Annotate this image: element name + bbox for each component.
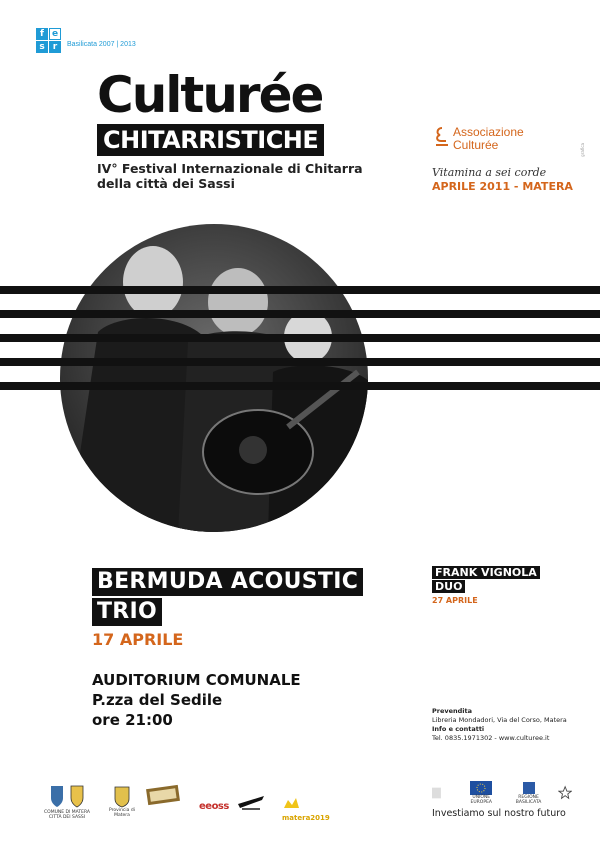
fesr-letter-s: s [36, 41, 48, 53]
contacts: Tel. 0835.1971302 - www.culturee.it [432, 734, 550, 742]
venue-name: AUDITORIUM COMUNALE [92, 671, 301, 689]
sponsor-badge-icon [146, 784, 180, 806]
provincia-logo [102, 786, 142, 818]
second-band-line2: DUO [432, 580, 465, 593]
main-band-line2: TRIO [92, 598, 162, 626]
main-band-line1: BERMUDA ACOUSTIC [92, 568, 363, 596]
eu-caption: UNIONE EUROPEA [470, 795, 492, 805]
matera2019-icon [282, 796, 300, 810]
comune-caption: COMUNE DI MATERA CITTÀ DEI SASSI [44, 810, 90, 820]
musician-right-head [284, 311, 332, 363]
regione-crest-icon [522, 781, 536, 795]
band-photo [58, 222, 370, 534]
festival-subtitle: CHITARRISTICHE [97, 124, 324, 156]
italian-republic-emblem-icon [558, 785, 572, 801]
fesr-caption: Basilicata 2007 | 2013 [67, 41, 136, 48]
fesr-letter-r: r [49, 41, 61, 53]
association-name-line1: Associazione [453, 125, 524, 139]
eu-flag-block [463, 781, 499, 805]
festival-description-line1: IV° Festival Internazionale di Chitarra [97, 161, 363, 176]
main-event-date: 17 APRILE [92, 630, 184, 649]
prevendita-label: Prevendita [432, 707, 473, 715]
festival-description-line2: della città dei Sassi [97, 176, 235, 191]
association-name-line2: Culturée [453, 138, 499, 152]
matera2019-logo [282, 795, 344, 822]
investiamo-slogan: Investiamo sul nostro futuro [432, 808, 566, 819]
fesr-letter-f: f [36, 28, 48, 40]
fesr-small-icon [432, 785, 455, 801]
musician-left-head [123, 246, 183, 318]
second-band-line1: FRANK VIGNOLA [432, 566, 540, 579]
venue-address: P.zza del Sedile [92, 691, 223, 709]
festival-description [97, 161, 363, 191]
provincia-crest-icon [114, 786, 130, 808]
matera2019-caption: matera2019 [282, 814, 330, 822]
info-label: Info e contatti [432, 725, 485, 733]
comune-logo [38, 784, 96, 820]
festival-title: Culturée [97, 66, 323, 124]
eu-flag-icon [470, 781, 492, 795]
venue [92, 670, 301, 730]
fesr-logo [36, 28, 61, 53]
musician-middle-head [208, 268, 268, 336]
regione-block [507, 781, 549, 805]
second-event-date: 27 APRILE [432, 596, 478, 605]
radio-sponsor-icon [236, 790, 266, 814]
association-name [453, 126, 524, 152]
eu-logos [432, 782, 572, 804]
provincia-caption: Provincia di Matera [109, 808, 135, 818]
comune-crest-icon [47, 784, 87, 810]
side-credit: grafica [580, 143, 585, 157]
tagline: Vitamina a sei corde [432, 166, 547, 179]
regione-caption: REGIONE BASILICATA [515, 795, 542, 805]
association-icon [433, 126, 451, 148]
guitar-soundhole [239, 436, 267, 464]
prevendita-info [432, 707, 567, 743]
date-place: APRILE 2011 - MATERA [432, 180, 573, 193]
prevendita-shop: Libreria Mondadori, Via del Corso, Matera [432, 716, 567, 724]
event-time: ore 21:00 [92, 711, 173, 729]
fesr-letter-e: e [49, 28, 61, 40]
eeoss-logo: eeoss [199, 801, 229, 812]
